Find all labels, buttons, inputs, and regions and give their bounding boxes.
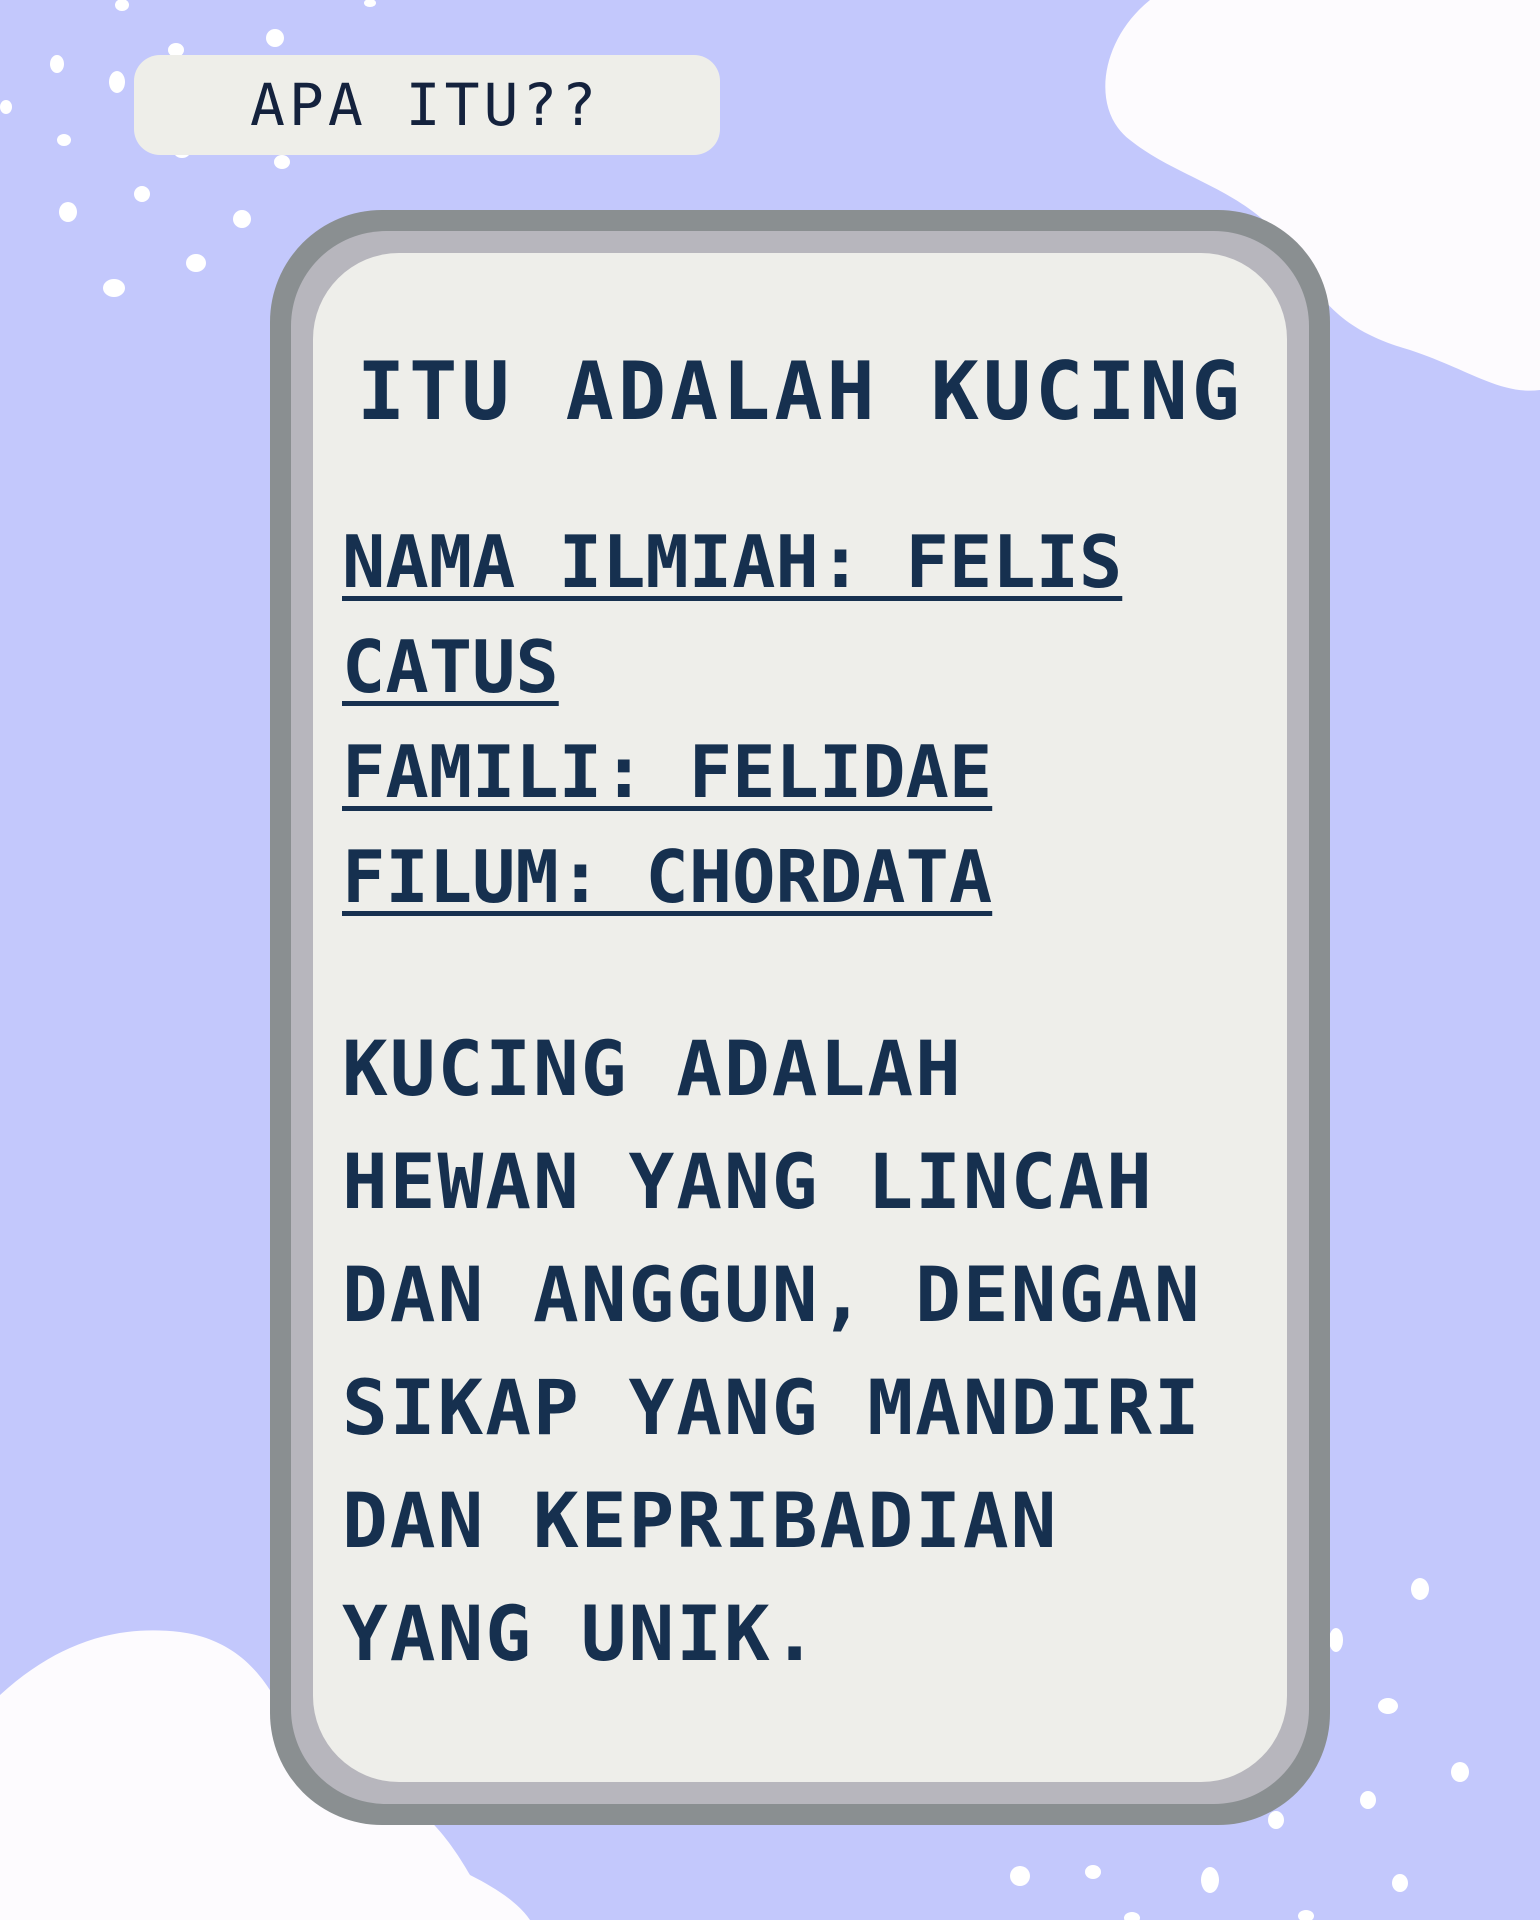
fact-line: FAMILI: FELIDAE — [342, 730, 993, 814]
description-paragraph — [342, 1012, 1282, 1690]
description-line: DAN KEPRIBADIAN — [342, 1476, 1059, 1565]
description-line: KUCING ADALAH — [342, 1024, 963, 1113]
card-heading: ITU ADALAH KUCING — [357, 345, 1244, 438]
fact-line: FILUM: CHORDATA — [342, 835, 993, 919]
page-label: APA ITU?? — [250, 71, 601, 139]
facts-list — [342, 510, 1242, 930]
description-line: YANG UNIK. — [342, 1589, 820, 1678]
description-line: SIKAP YANG MANDIRI — [342, 1363, 1202, 1452]
description-line: HEWAN YANG LINCAH — [342, 1137, 1154, 1226]
fact-line: CATUS — [342, 625, 559, 709]
fact-line: NAMA ILMIAH: FELIS — [342, 520, 1123, 604]
description-line: DAN ANGGUN, DENGAN — [342, 1250, 1202, 1339]
